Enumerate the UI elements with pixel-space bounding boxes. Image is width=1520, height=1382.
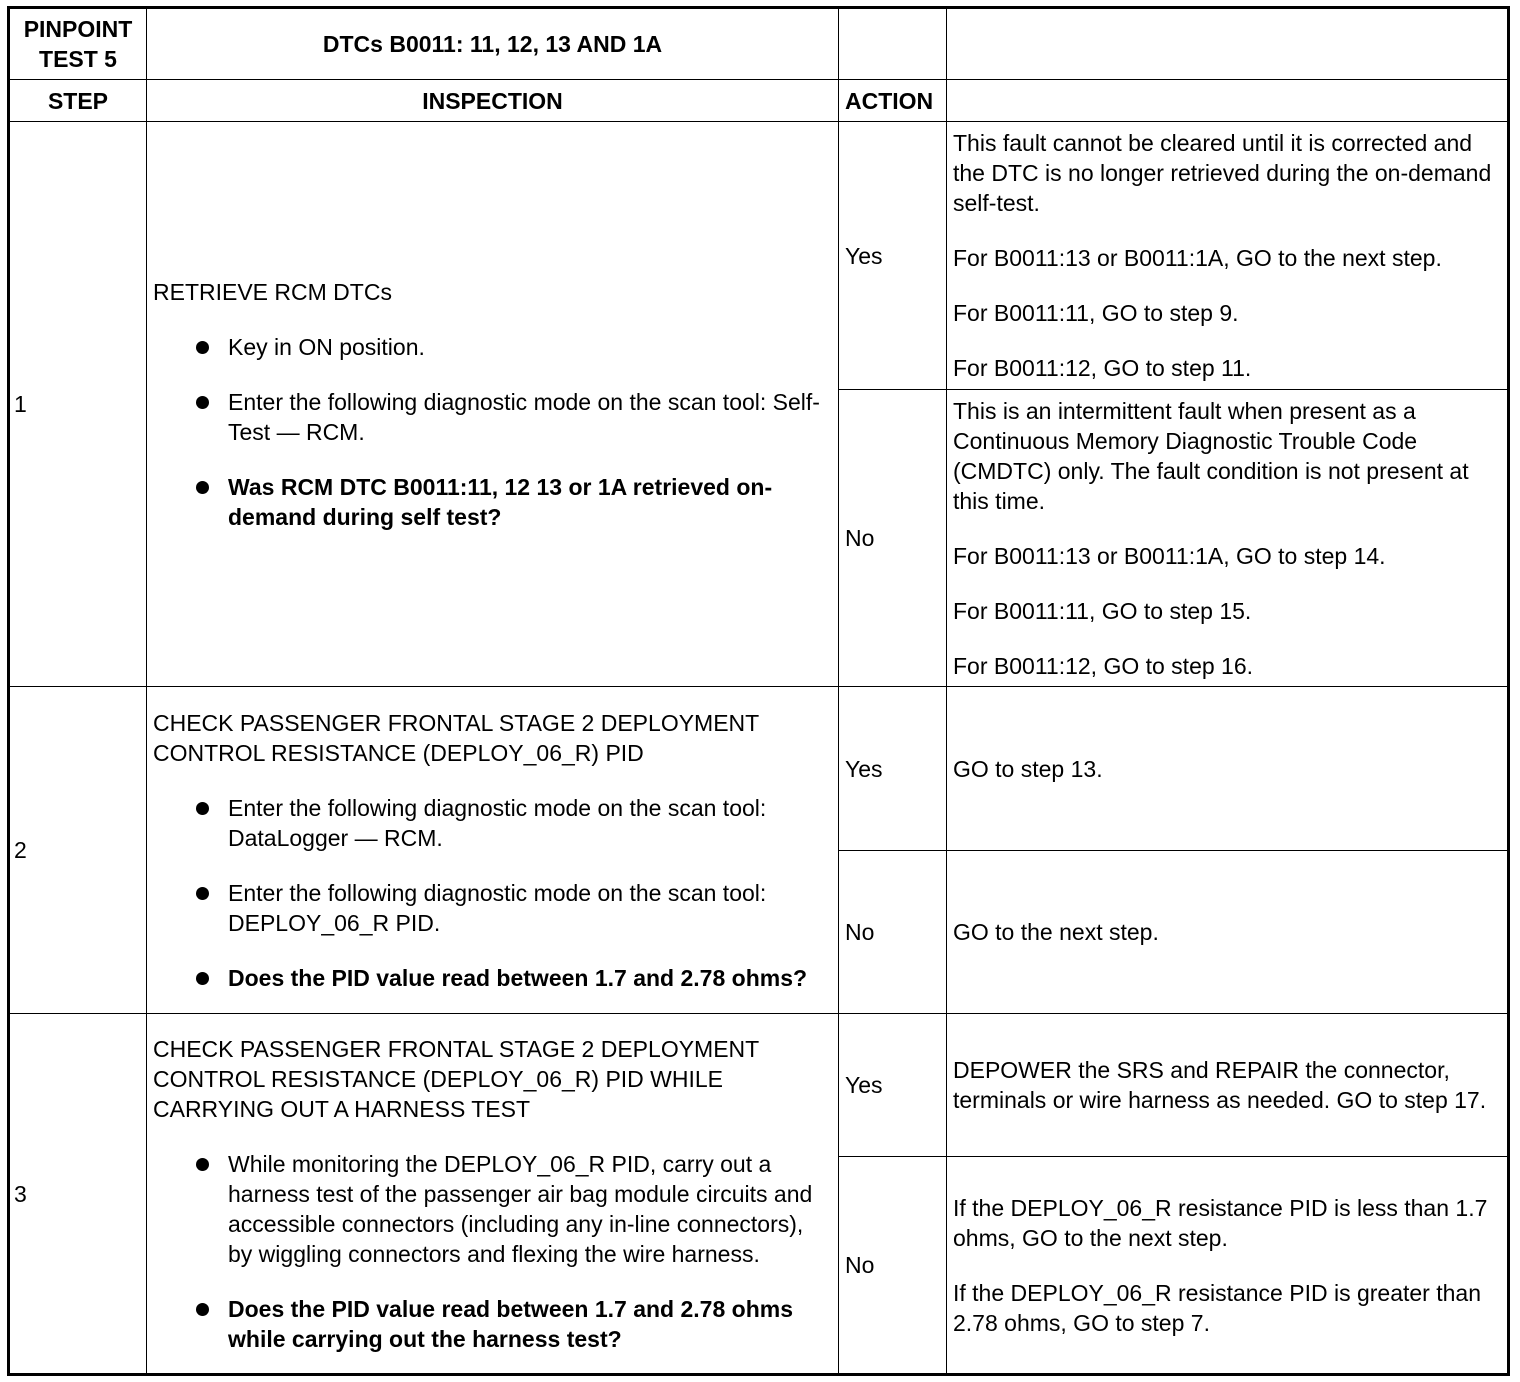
yes-result: [947, 687, 1509, 850]
pinpoint-label: PINPOINT TEST 5: [9, 8, 147, 80]
step-inspection: [147, 1014, 839, 1375]
bullet-question: Does the PID value read between 1.7 and 2.78 ohms while carrying out the harness test?: [193, 1294, 832, 1354]
step-2-yes-row: [9, 687, 1509, 850]
bullet-list: [153, 1149, 832, 1354]
col-action-header: ACTION: [839, 80, 947, 122]
yes-result: [947, 122, 1509, 390]
step-number: 3: [9, 1014, 147, 1375]
bullet-item: Enter the following diagnostic mode on the scan tool: DEPLOY_06_R PID.: [193, 878, 832, 938]
result-text: If the DEPLOY_06_R resistance PID is less than 1.7 ohms, GO to the next step.: [953, 1194, 1488, 1251]
result-text: GO to step 13.: [953, 755, 1103, 782]
yes-label: Yes: [839, 687, 947, 850]
result-text: For B0011:13 or B0011:1A, GO to the next step.: [953, 245, 1442, 272]
result-text: For B0011:12, GO to step 16.: [953, 652, 1254, 679]
step-title: CHECK PASSENGER FRONTAL STAGE 2 DEPLOYMENT CONTROL RESISTANCE (DEPLOY_06_R) PID WHILE CARRYING OUT A HARNESS TEST: [153, 1035, 759, 1122]
result-text: This fault cannot be cleared until it is corrected and the DTC is no longer retrieved during the on-demand self-test.: [953, 130, 1492, 217]
bullet-item: While monitoring the DEPLOY_06_R PID, carry out a harness test of the passenger air bag module circuits and accessible connectors (including any in-line connectors), by wiggling connectors and flexing the wire harness.: [193, 1149, 832, 1269]
result-text: For B0011:12, GO to step 11.: [953, 355, 1252, 382]
bullet-list: [153, 793, 832, 993]
result-text: DEPOWER the SRS and REPAIR the connector, terminals or wire harness as needed. GO to step 17.: [953, 1057, 1487, 1114]
bullet-question: Was RCM DTC B0011:11, 12 13 or 1A retrieved on-demand during self test?: [193, 472, 832, 532]
test-title: DTCs B0011: 11, 12, 13 AND 1A: [147, 8, 839, 80]
result-text: If the DEPLOY_06_R resistance PID is greater than 2.78 ohms, GO to step 7.: [953, 1279, 1481, 1336]
bullet-item: Key in ON position.: [193, 332, 832, 362]
result-text: GO to the next step.: [953, 918, 1159, 945]
result-text: For B0011:13 or B0011:1A, GO to step 14.: [953, 542, 1386, 569]
no-result: [947, 850, 1509, 1013]
step-title: CHECK PASSENGER FRONTAL STAGE 2 DEPLOYMENT CONTROL RESISTANCE (DEPLOY_06_R) PID: [153, 709, 759, 766]
col-inspection-header: INSPECTION: [147, 80, 839, 122]
step-inspection: [147, 122, 839, 687]
bullet-question: Does the PID value read between 1.7 and 2.78 ohms?: [193, 963, 832, 993]
result-text: For B0011:11, GO to step 15.: [953, 597, 1252, 624]
yes-label: Yes: [839, 122, 947, 390]
bullet-list: [153, 332, 832, 532]
yes-label: Yes: [839, 1014, 947, 1157]
yes-result: [947, 1014, 1509, 1157]
step-inspection: [147, 687, 839, 1014]
column-header-row: [9, 80, 1509, 122]
bullet-item: Enter the following diagnostic mode on the scan tool: Self-Test — RCM.: [193, 387, 832, 447]
header-blank: [947, 8, 1509, 80]
title-row: [9, 8, 1509, 80]
pinpoint-test-table: [7, 6, 1510, 1376]
no-label: No: [839, 850, 947, 1013]
no-result: [947, 1157, 1509, 1375]
step-number: 1: [9, 122, 147, 687]
header-blank: [947, 80, 1509, 122]
step-1-yes-row: [9, 122, 1509, 390]
result-text: This is an intermittent fault when present as a Continuous Memory Diagnostic Trouble Code (CMDTC) only. The fault condition is not present at this time.: [953, 397, 1469, 514]
step-3-yes-row: [9, 1014, 1509, 1157]
no-label: No: [839, 1157, 947, 1375]
no-label: No: [839, 389, 947, 687]
step-title: RETRIEVE RCM DTCs: [153, 278, 392, 305]
result-text: For B0011:11, GO to step 9.: [953, 300, 1239, 327]
no-result: [947, 389, 1509, 687]
bullet-item: Enter the following diagnostic mode on the scan tool: DataLogger — RCM.: [193, 793, 832, 853]
header-blank: [839, 8, 947, 80]
step-number: 2: [9, 687, 147, 1014]
col-step-header: STEP: [9, 80, 147, 122]
